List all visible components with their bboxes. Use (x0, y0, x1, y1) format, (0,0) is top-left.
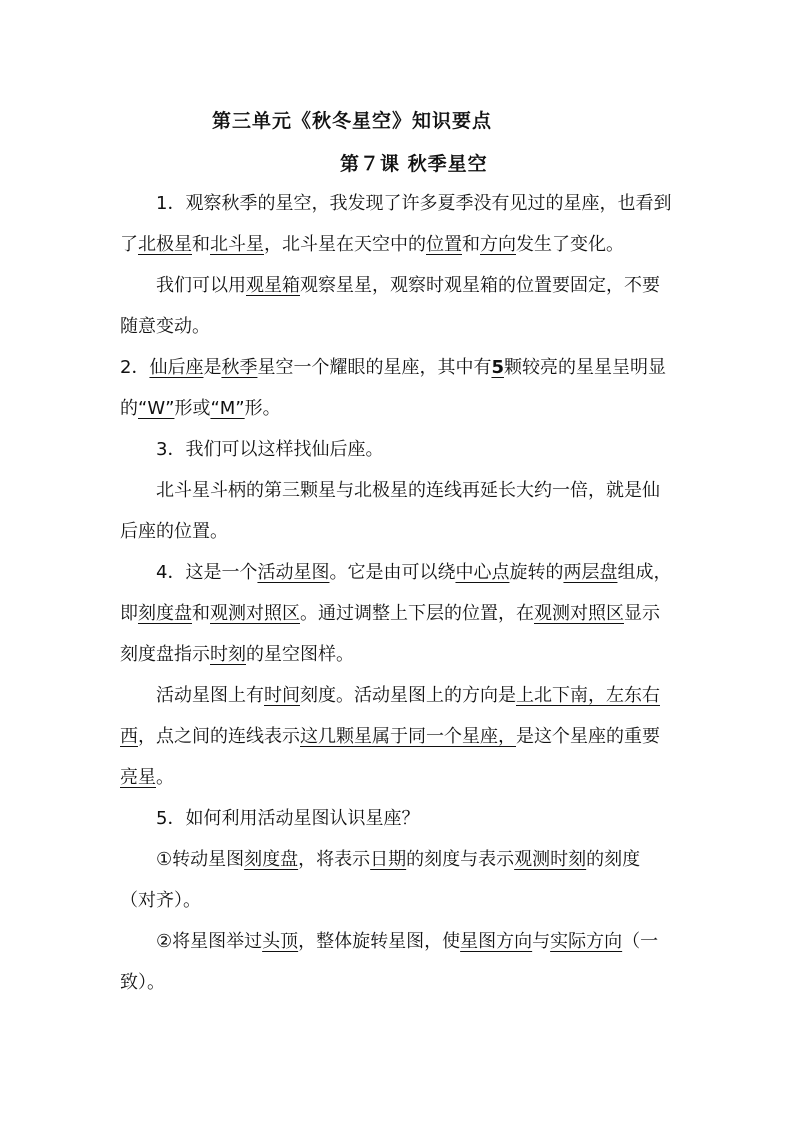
lesson-title: 第７课 秋季星空 (340, 153, 488, 175)
paragraph-7: 活动星图上有时间刻度。活动星图上的方向是上北下南，左东右西，点之间的连线表示这几颗星属于同一个星座，是这个星座的重要亮星。 (120, 685, 660, 788)
paragraph-4: 3．我们可以这样找仙后座。 (156, 439, 384, 460)
document-body (120, 183, 676, 1003)
paragraph-5: 北斗星斗柄的第三颗星与北极星的连线再延长大约一倍，就是仙后座的位置。 (120, 480, 660, 542)
paragraph-6: 4．这是一个活动星图。它是由可以绕中心点旋转的两层盘组成，即刻度盘和观测对照区。通过调整上下层的位置，在观测对照区显示刻度盘指示时刻的星空图样。 (120, 562, 672, 665)
paragraph-8: 5．如何利用活动星图认识星座？ (156, 808, 420, 829)
paragraph-2: 我们可以用观星箱观察星星，观察时观星箱的位置要固定，不要随意变动。 (120, 275, 660, 337)
paragraph-1: 1．观察秋季的星空，我发现了许多夏季没有见过的星座，也看到了北极星和北斗星，北斗星在天空中的位置和方向发生了变化。 (120, 193, 672, 255)
document-title: 第三单元《秋冬星空》知识要点 (212, 110, 493, 132)
paragraph-10: ②将星图举过头顶，整体旋转星图，使星图方向与实际方向（一致）。 (120, 931, 659, 993)
paragraph-3: 2．仙后座是秋季星空一个耀眼的星座，其中有5颗较亮的星星呈明显的“W”形或“M”形。 (120, 357, 666, 419)
paragraph-9: ①转动星图刻度盘，将表示日期的刻度与表示观测时刻的刻度（对齐）。 (120, 849, 641, 911)
